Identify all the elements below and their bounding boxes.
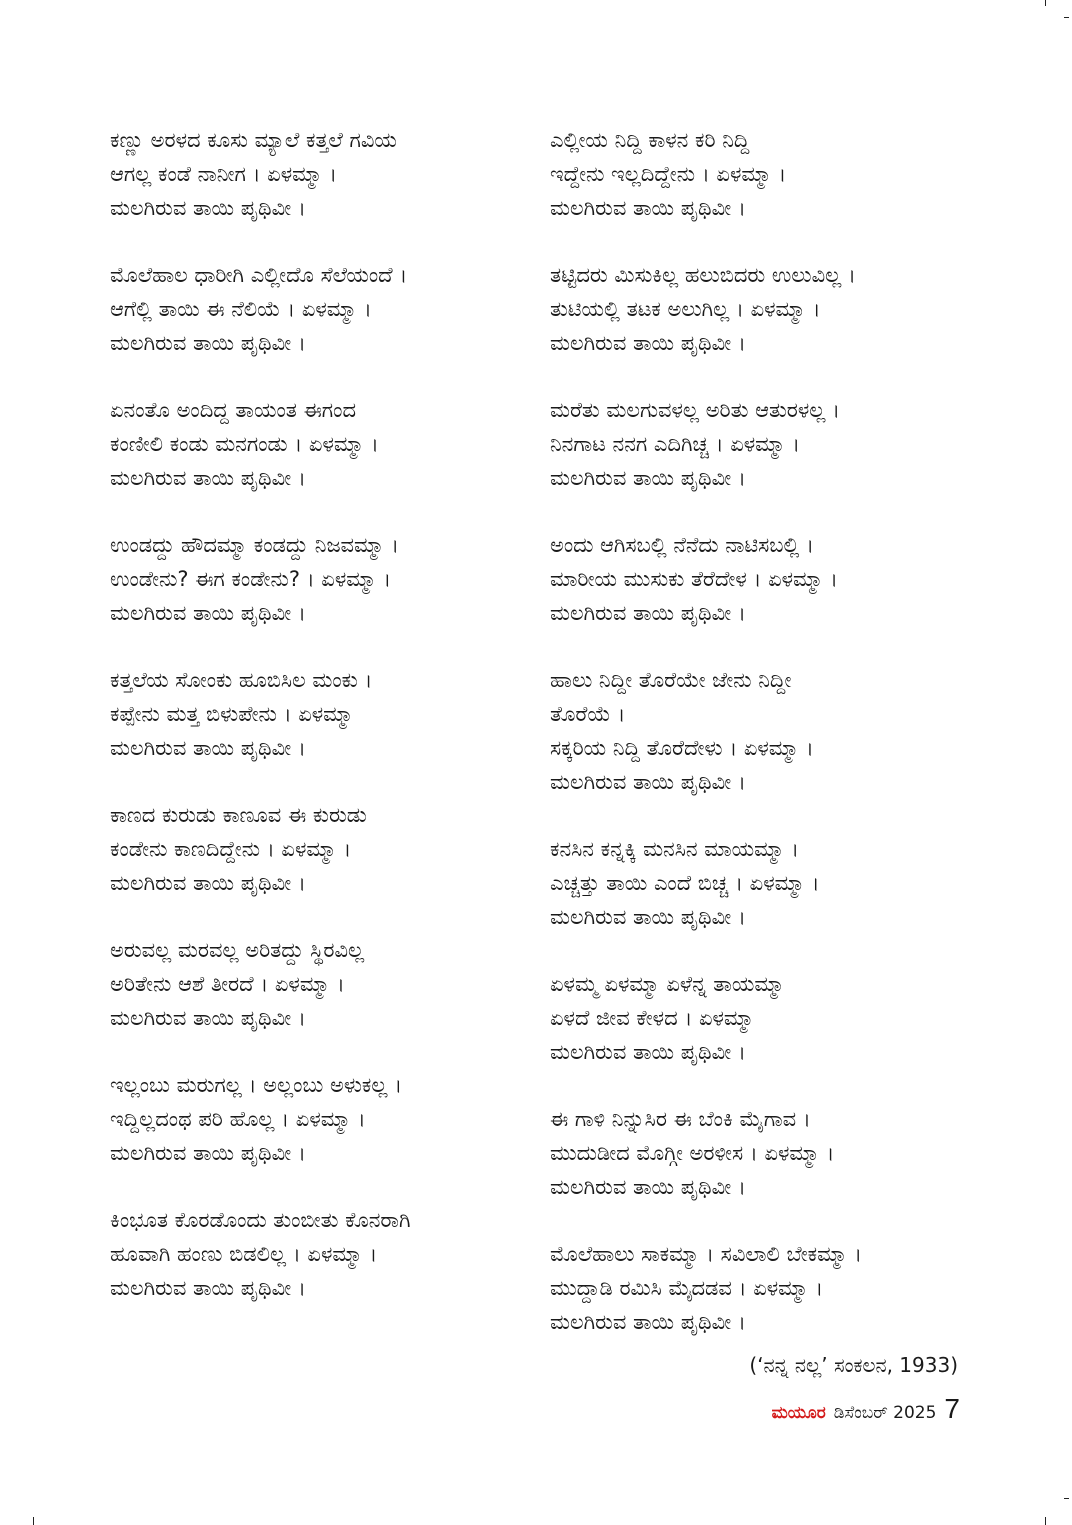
poem-line: ಮಲಗಿರುವ ತಾಯಿ ಪೃಥಿವೀ । (550, 196, 746, 220)
poem-line: ಮರೆತು ಮಲಗುವಳಲ್ಲ ಅರಿತು ಆತುರಳಲ್ಲ । (550, 398, 841, 422)
magazine-logo: ಮಯೂರ (771, 1403, 826, 1423)
poem-line: ಹಾಲು ನಿದ್ದೀ ತೊರೆಯೇ ಜೇನು ನಿದ್ದೀ (550, 668, 792, 692)
poem-line: ಕತ್ತಲೆಯ ಸೋಂಕು ಹೂಬಿಸಿಲ ಮಂಕು । (110, 668, 373, 692)
poem-line: ಮಲಗಿರುವ ತಾಯಿ ಪೃಥಿವೀ । (550, 331, 746, 355)
poem-line: ಮಲಗಿರುವ ತಾಯಿ ಪೃಥಿವೀ । (110, 1276, 306, 1300)
stanza (110, 528, 540, 630)
poem-line: ಮುದ್ದಾಡಿ ರಮಿಸಿ ಮೈದಡವ । ಏಳಮ್ಮಾ । (550, 1276, 824, 1300)
poem-line: ಅರಿತೇನು ಆಶೆ ತೀರದೆ । ಏಳಮ್ಮಾ । (110, 972, 345, 996)
stanza (550, 832, 990, 934)
poem-line: ಮಲಗಿರುವ ತಾಯಿ ಪೃಥಿವೀ । (110, 1141, 306, 1165)
stanza (110, 933, 540, 1035)
stanza (110, 123, 540, 225)
page-footer (772, 1393, 960, 1425)
poem-line: ತಟ್ಟಿದರು ಮಿಸುಕಿಲ್ಲ ಹಲುಬಿದರು ಉಲುವಿಲ್ಲ । (550, 263, 856, 287)
poem-line: ಕಪ್ಪೇನು ಮತ್ತ ಬಿಳುಪೇನು । ಏಳಮ್ಮಾ (110, 702, 354, 726)
poem-line: ಎಲ್ಲೀಯ ನಿದ್ದಿ ಕಾಳನ ಕರಿ ನಿದ್ದಿ (550, 128, 750, 152)
poem-line: ಆಗಲ್ಲ ಕಂಡೆ ನಾನೀಗ । ಏಳಮ್ಮಾ । (110, 162, 337, 186)
poem-line: ಎಚ್ಚತ್ತು ತಾಯಿ ಎಂದೆ ಬಿಚ್ಚ । ಏಳಮ್ಮಾ । (550, 871, 820, 895)
poem-line: ಆಗೆಲ್ಲಿ ತಾಯಿ ಈ ನೆಲಿಯೆ । ಏಳಮ್ಮಾ । (110, 297, 372, 321)
poem-line: ಕಿಂಭೂತ ಕೊರಡೊಂದು ತುಂಬೀತು ಕೊನರಾಗಿ (110, 1208, 411, 1232)
poem-right-column (550, 123, 990, 1372)
poem-line: ಏಳಮ್ಮ ಏಳಮ್ಮಾ ಏಳೆನ್ನ ತಾಯಮ್ಮಾ (550, 972, 785, 996)
poem-line: ಮಲಗಿರುವ ತಾಯಿ ಪೃಥಿವೀ । (110, 331, 306, 355)
stanza (550, 123, 990, 225)
issue-date: ಡಿಸೆಂಬರ್ 2025 (833, 1403, 937, 1423)
stanza (110, 258, 540, 360)
poem-line: ಮೊಲೆಹಾಲ ಧಾರೀಗಿ ಎಲ್ಲೀದೊ ಸೆಲೆಯಂದೆ । (110, 263, 408, 287)
crop-mark-bottom-left-v (33, 1517, 34, 1525)
poem-line: ಕಂಡೇನು ಕಾಣದಿದ್ದೇನು । ಏಳಮ್ಮಾ । (110, 837, 352, 861)
poem-line: ಮಲಗಿರುವ ತಾಯಿ ಪೃಥಿವೀ । (110, 601, 306, 625)
crop-mark-top-right-v (1045, 0, 1046, 6)
stanza (110, 663, 540, 765)
poem-citation: (‘ನನ್ನ ನಲ್ಲ’ ಸಂಕಲನ, 1933) (749, 1353, 958, 1377)
poem-line: ಮಲಗಿರುವ ತಾಯಿ ಪೃಥಿವೀ । (550, 1040, 746, 1064)
poem-left-column (110, 123, 540, 1338)
poem-line: ಈ ಗಾಳಿ ನಿನ್ನುಸಿರ ಈ ಬೆಂಕಿ ಮೈಗಾವ । (550, 1107, 811, 1131)
stanza (550, 1237, 990, 1339)
stanza (550, 258, 990, 360)
stanza (550, 967, 990, 1069)
poem-line: ಏಳದೆ ಜೀವ ಕೇಳದ । ಏಳಮ್ಮಾ (550, 1006, 755, 1030)
stanza (110, 393, 540, 495)
crop-mark-top-right-h (1064, 17, 1069, 18)
poem-line: ಮಲಗಿರುವ ತಾಯಿ ಪೃಥಿವೀ । (110, 1006, 306, 1030)
poem-line: ಮಲಗಿರುವ ತಾಯಿ ಪೃಥಿವೀ । (110, 736, 306, 760)
poem-line: ಕಾಣದ ಕುರುಡು ಕಾಣೂವ ಈ ಕುರುಡು (110, 803, 367, 827)
poem-line: ಮಾರೀಯ ಮುಸುಕು ತೆರೆದೇಳ । ಏಳಮ್ಮಾ । (550, 567, 838, 591)
poem-line: ಮಲಗಿರುವ ತಾಯಿ ಪೃಥಿವೀ । (550, 770, 746, 794)
stanza (110, 798, 540, 900)
crop-mark-bottom-right-v (1045, 1517, 1046, 1525)
poem-line: ತೊರೆಯೆ । (550, 702, 626, 726)
poem-line: ಕಣ್ಣು ಅರಳದ ಕೂಸು ಮ್ಯಾಲೆ ಕತ್ತಲೆ ಗವಿಯ (110, 128, 397, 152)
stanza (110, 1203, 540, 1305)
poem-line: ಕಂಣೀಲಿ ಕಂಡು ಮನಗಂಡು । ಏಳಮ್ಮಾ । (110, 432, 379, 456)
poem-line: ಇಲ್ಲಂಬು ಮರುಗಲ್ಲ । ಅಲ್ಲಂಬು ಅಳುಕಲ್ಲ । (110, 1073, 403, 1097)
poem-line: ಉಂಡೇನು? ಈಗ ಕಂಡೇನು? । ಏಳಮ್ಮಾ । (110, 567, 392, 591)
crop-mark-bottom-right-h (1064, 1498, 1069, 1499)
poem-line: ಮಲಗಿರುವ ತಾಯಿ ಪೃಥಿವೀ । (110, 466, 306, 490)
stanza (110, 1068, 540, 1170)
poem-line: ಅಂದು ಆಗಿಸಬಲ್ಲಿ ನೆನೆದು ನಾಟಿಸಬಲ್ಲಿ । (550, 533, 814, 557)
poem-line: ಇದ್ದಿಲ್ಲದಂಥ ಪರಿ ಹೊಲ್ಲ । ಏಳಮ್ಮಾ । (110, 1107, 366, 1131)
poem-line: ಇದ್ದೇನು ಇಲ್ಲದಿದ್ದೇನು । ಏಳಮ್ಮಾ । (550, 162, 787, 186)
poem-line: ಮಲಗಿರುವ ತಾಯಿ ಪೃಥಿವೀ । (110, 871, 306, 895)
poem-line: ಹೂವಾಗಿ ಹಂಣು ಬಿಡಲಿಲ್ಲ । ಏಳಮ್ಮಾ । (110, 1242, 378, 1266)
poem-line: ಮಲಗಿರುವ ತಾಯಿ ಪೃಥಿವೀ । (550, 905, 746, 929)
poem-line: ಸಕ್ಕರಿಯ ನಿದ್ದಿ ತೊರೆದೇಳು । ಏಳಮ್ಮಾ । (550, 736, 814, 760)
poem-line: ಅರುವಲ್ಲ ಮರವಲ್ಲ ಅರಿತದ್ದು ಸ್ಥಿರವಿಲ್ಲ (110, 938, 365, 962)
stanza (550, 663, 990, 799)
poem-line: ತುಟಿಯಲ್ಲಿ ತಟಕ ಅಲುಗಿಲ್ಲ । ಏಳಮ್ಮಾ । (550, 297, 821, 321)
stanza (550, 528, 990, 630)
poem-line: ಮಲಗಿರುವ ತಾಯಿ ಪೃಥಿವೀ । (550, 466, 746, 490)
poem-line: ಮಲಗಿರುವ ತಾಯಿ ಪೃಥಿವೀ । (110, 196, 306, 220)
poem-line: ಮುದುಡೀದ ಮೊಗ್ಗೀ ಅರಳೀಸ । ಏಳಮ್ಮಾ । (550, 1141, 835, 1165)
page-number: 7 (944, 1393, 960, 1424)
poem-line: ನಿನಗಾಟ ನನಗ ಎದಿಗಿಚ್ಚ । ಏಳಮ್ಮಾ । (550, 432, 801, 456)
poem-line: ಮೊಲೆಹಾಲು ಸಾಕಮ್ಮಾ । ಸವಿಲಾಲಿ ಬೇಕಮ್ಮಾ । (550, 1242, 863, 1266)
poem-line: ಮಲಗಿರುವ ತಾಯಿ ಪೃಥಿವೀ । (550, 1175, 746, 1199)
poem-line: ಮಲಗಿರುವ ತಾಯಿ ಪೃಥಿವೀ । (550, 1310, 746, 1334)
stanza (550, 393, 990, 495)
poem-line: ಏನಂತೊ ಅಂದಿದ್ದ ತಾಯಂತ ಈಗಂದ (110, 398, 357, 422)
poem-line: ಮಲಗಿರುವ ತಾಯಿ ಪೃಥಿವೀ । (550, 601, 746, 625)
poem-line: ಕನಸಿನ ಕನ್ನಕ್ಕಿ ಮನಸಿನ ಮಾಯಮ್ಮಾ । (550, 837, 800, 861)
poem-line: ಉಂಡದ್ದು ಹೌದಮ್ಮಾ ಕಂಡದ್ದು ನಿಜವಮ್ಮಾ । (110, 533, 399, 557)
stanza (550, 1102, 990, 1204)
